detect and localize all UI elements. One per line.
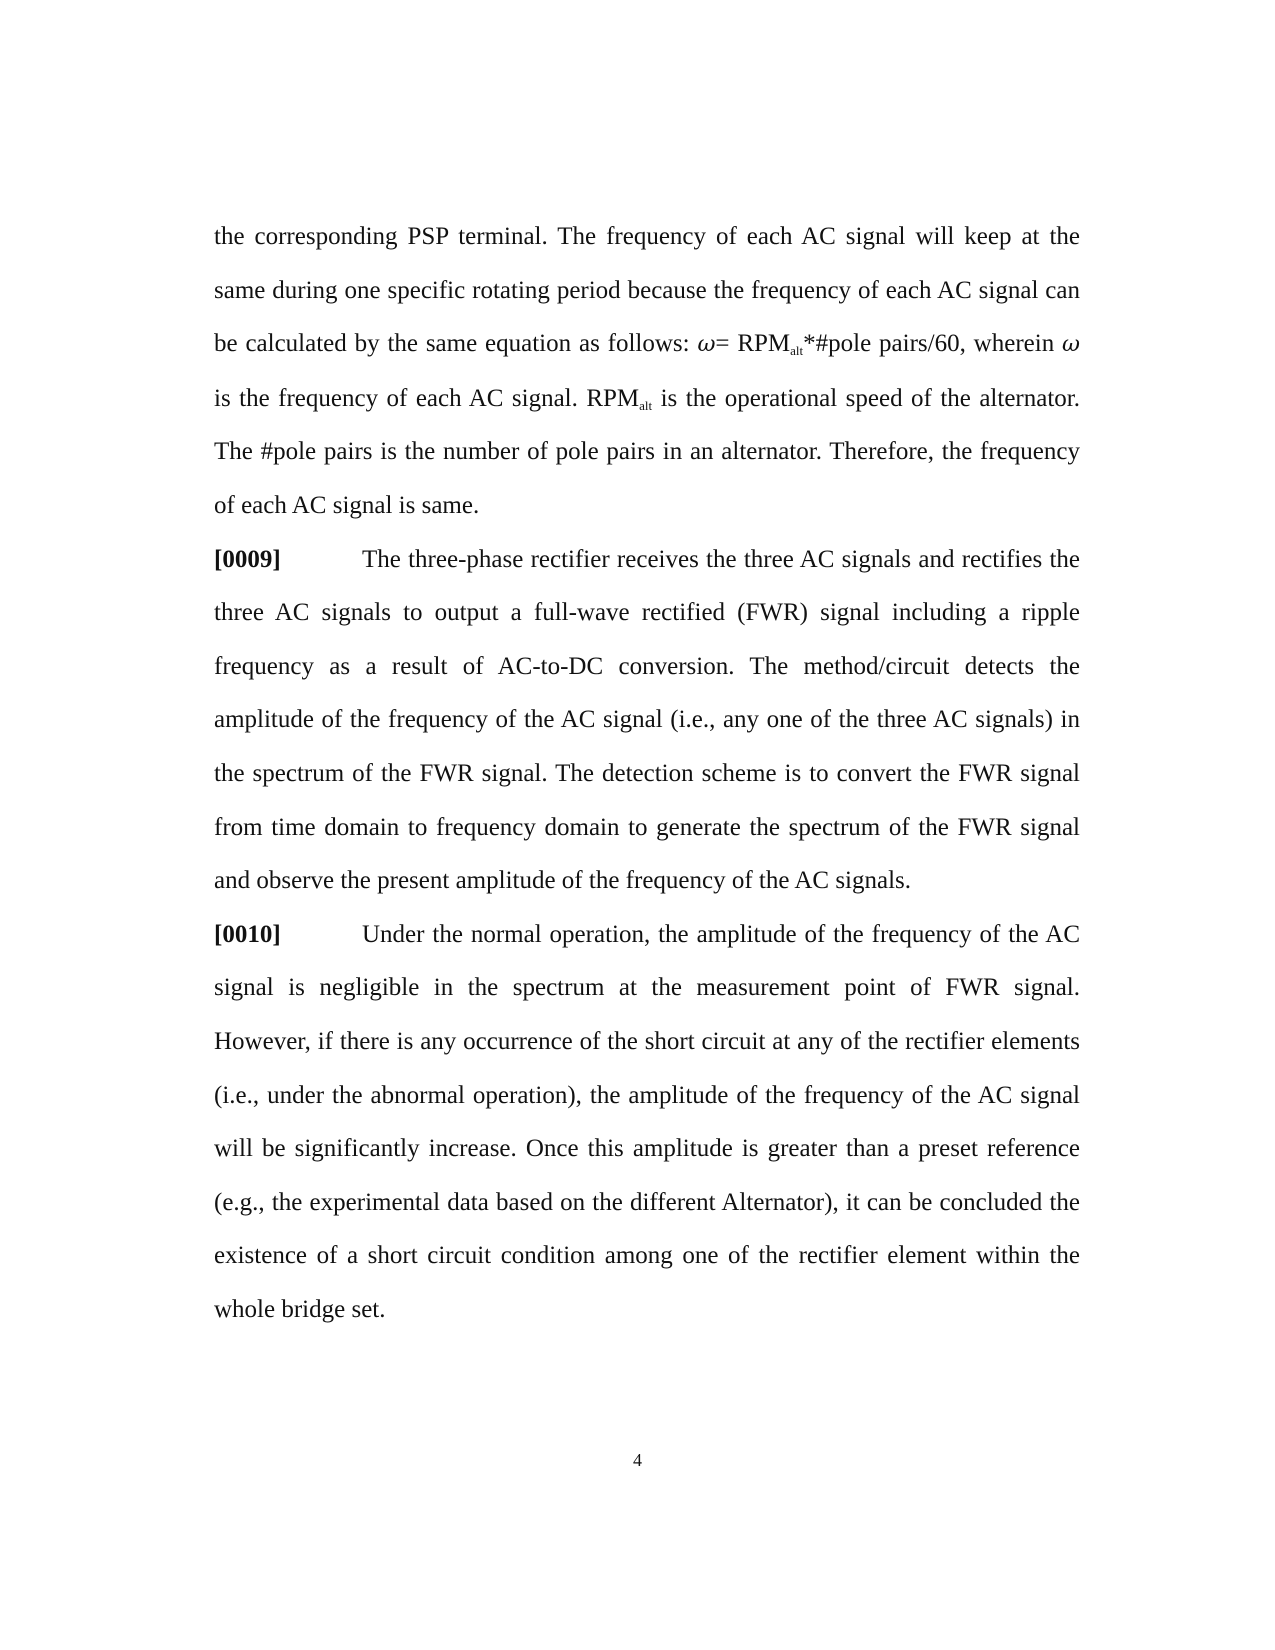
paragraph-text: Under the normal operation, the amplitude of the frequency of the AC signal is negligible in the spectrum at the measurement point of FWR signal. However, if there is any occurrence of the short circuit at any of the rectifier elements (i.e., under the abnormal operation), the amplitude of the frequency of the AC signal will be significantly increase. Once this amplitude is greater than a preset reference (e.g., the experimental data based on the different Alternator), it can be concluded the existence of a short circuit condition among one of the rectifier element within the whole bridge set. <box>214 920 1080 1323</box>
paragraph-text: is the operational speed of the alternator. The #pole pairs is the number of pole pairs in an alternator. Therefore, the frequency of each AC signal is same. <box>214 384 1080 519</box>
document-body <box>214 210 1080 1336</box>
paragraph-0009 <box>214 533 1080 908</box>
paragraph-text: is the frequency of each AC signal. RPM <box>214 384 640 412</box>
paragraph-text: = RPM <box>715 330 791 358</box>
paragraph-number: [0010] <box>214 920 281 948</box>
omega-symbol: ω <box>697 332 716 358</box>
paragraph-text: *#pole pairs/60, wherein <box>803 330 1063 358</box>
subscript-alt: alt <box>790 343 804 359</box>
paragraph-0010 <box>214 908 1080 1337</box>
paragraph-text: The three-phase rectifier receives the three AC signals and rectifies the three AC signals to output a full-wave rectified (FWR) signal including a ripple frequency as a result of AC-to-DC conversion. The method/circuit detects the amplitude of the frequency of the AC signal (i.e., any one of the three AC signals) in the spectrum of the FWR signal. The detection scheme is to convert the FWR signal from time domain to frequency domain to generate the spectrum of the FWR signal and observe the present amplitude of the frequency of the AC signals. <box>214 545 1080 895</box>
page-number: 4 <box>633 1450 642 1470</box>
paragraph-number: [0009] <box>214 545 281 573</box>
continued-paragraph <box>214 210 1080 533</box>
paragraph-text: the corresponding PSP terminal. The frequency of each AC signal will keep at the same during one specific rotating period because the frequency of each AC signal can be calculated by the same equation as follows: <box>214 223 1080 358</box>
subscript-alt: alt <box>639 397 653 413</box>
omega-symbol: ω <box>1062 332 1080 358</box>
